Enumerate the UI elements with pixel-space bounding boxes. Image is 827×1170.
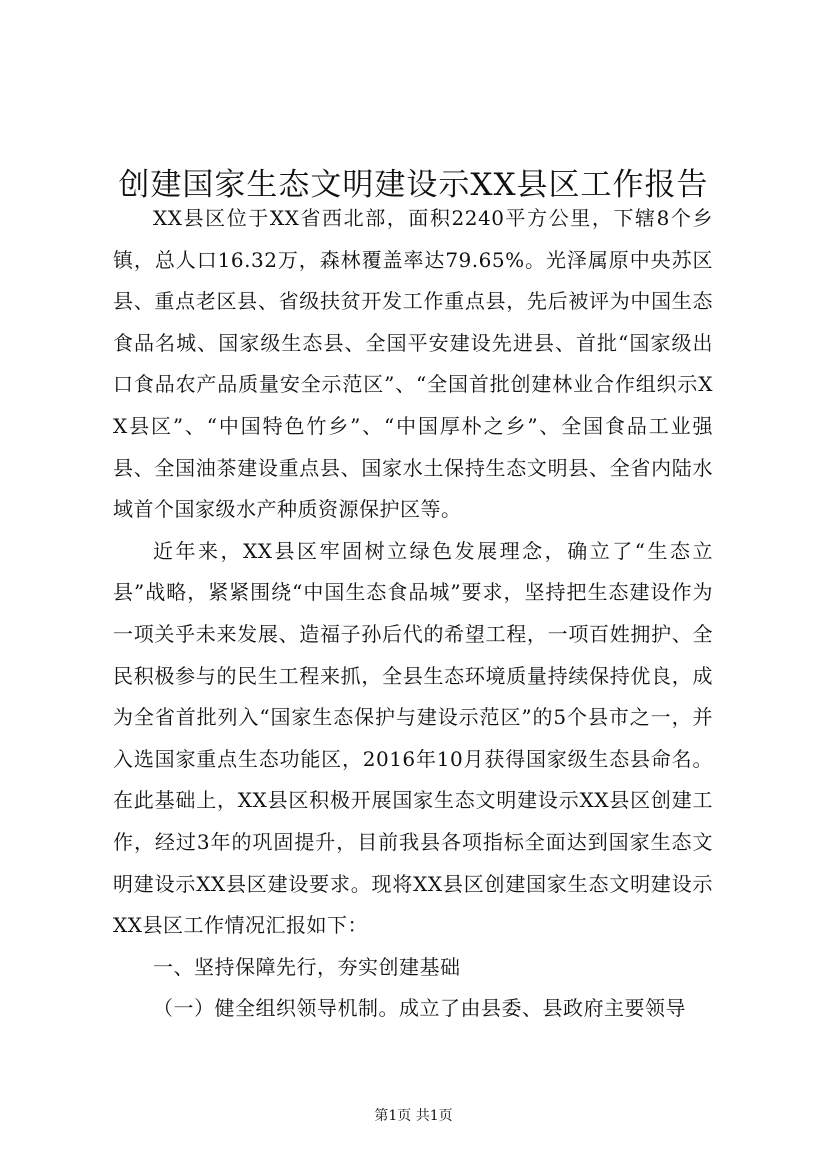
subsection-paragraph: （一）健全组织领导机制。成立了由县委、县政府主要领导 (153, 996, 686, 1021)
body-paragraph: XX县区位于XX省西北部，面积2240平方公里，下辖8个乡镇，总人口16.32万，森林覆盖率达79.65%。光泽属原中央苏区县、重点老区县、省级扶贫开发工作重点县，先后被评为中国生态食品名城、国家级生态县、全国平安建设先进县、首批“国家级出口食品农产品质量安全示范区”、“全国首批创建林业合作组织示XX县区”、“中国特色竹乡”、“中国厚朴之乡”、全国食品工业强县、全国油茶建设重点县、国家水土保持生态文明县、全省内陆水域首个国家级水产种质资源保护区等。 (113, 206, 713, 522)
document-body (113, 198, 713, 1030)
body-paragraph: 近年来，XX县区牢固树立绿色发展理念，确立了“生态立县”战略，紧紧围绕“中国生态食品城”要求，坚持把生态建设作为一项关乎未来发展、造福子孙后代的希望工程，一项百姓拥护、全民积极参与的民生工程来抓，全县生态环境质量持续保持优良，成为全省首批列入“国家生态保护与建设示范区”的5个县市之一，并入选国家重点生态功能区，2016年10月获得国家级生态县命名。在此基础上，XX县区积极开展国家生态文明建设示XX县区创建工作，经过3年的巩固提升，目前我县各项指标全面达到国家生态文明建设示XX县区建设要求。现将XX县区创建国家生态文明建设示XX县区工作情况汇报如下： (113, 538, 713, 938)
section-heading: 一、坚持保障先行，夯实创建基础 (153, 954, 461, 979)
page-footer: 第1页 共1页 (374, 1108, 453, 1124)
document-title: 创建国家生态文明建设示XX县区工作报告 (118, 166, 709, 203)
